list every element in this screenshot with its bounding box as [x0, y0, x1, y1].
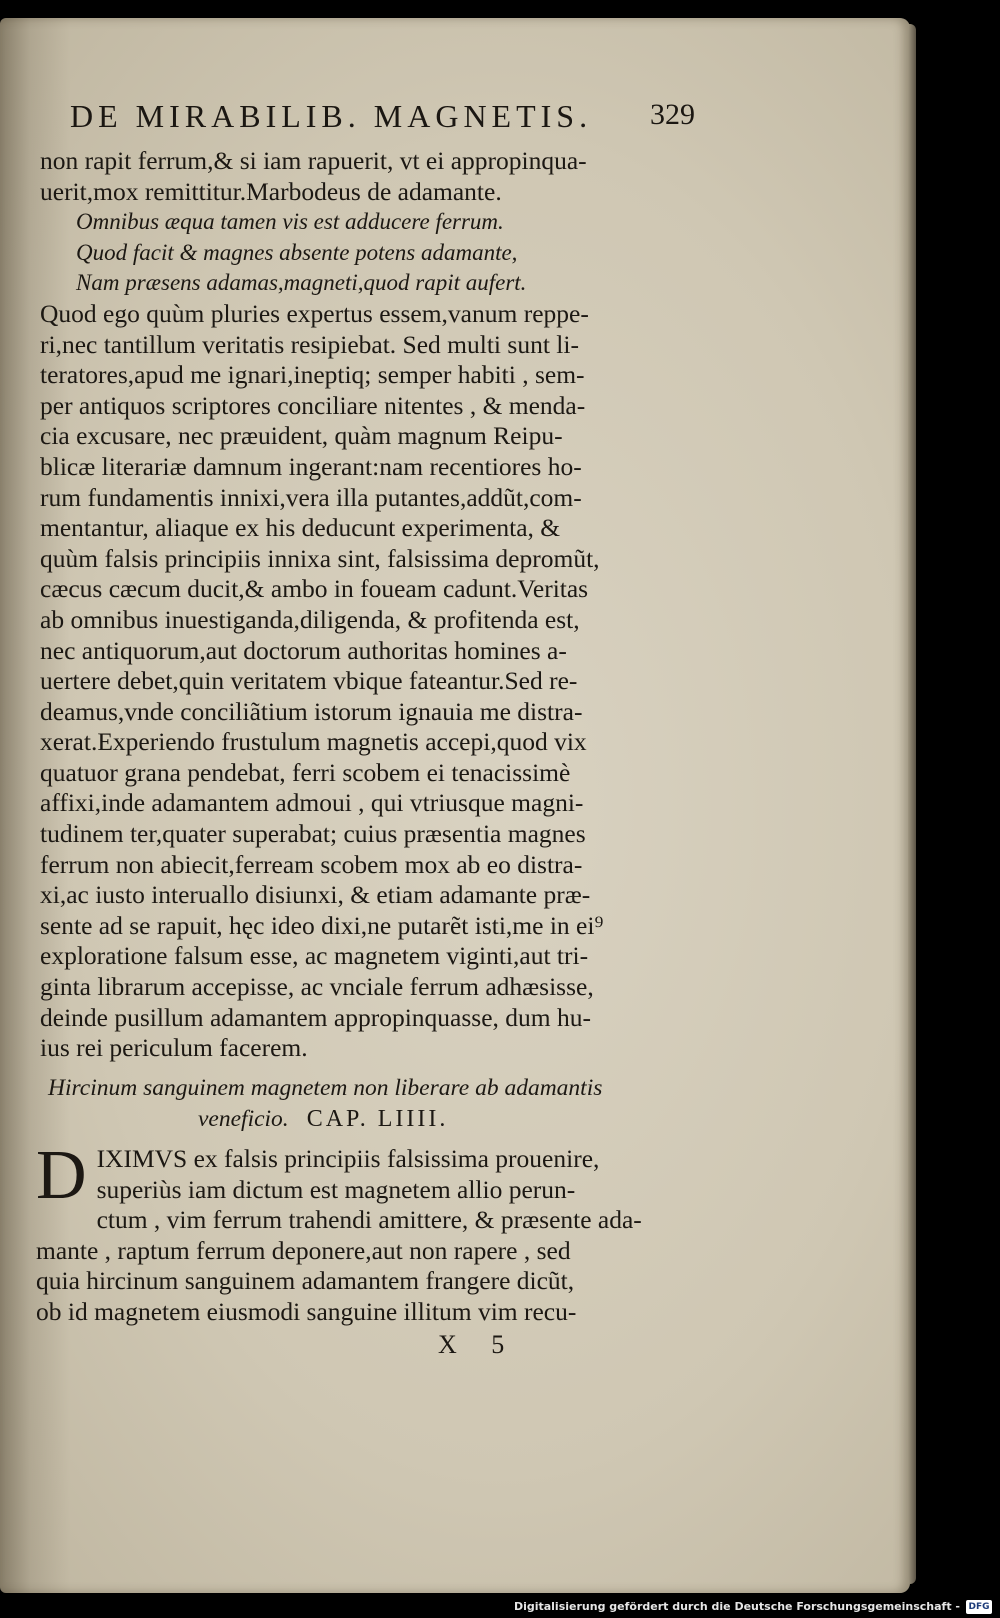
drop-cap: D: [36, 1137, 87, 1214]
chapter-number: CAP. LIIII.: [306, 1106, 449, 1132]
text-line: nec antiquorum,aut doctorum authoritas homines a-: [40, 635, 567, 665]
text-line: cia excusare, nec præuident, quàm magnum Reipu-: [40, 421, 563, 451]
verse-line: Quod facit & magnes absente potens adamante,: [76, 239, 518, 265]
text-line: teratores,apud me ignari,ineptiq; semper habiti , sem-: [40, 360, 585, 390]
text-line: ferrum non abiecit,ferream scobem mox ab eo distra-: [40, 849, 583, 879]
text-line: sente ad se rapuit, hęc ideo dixi,ne putarẽt isti,me in ei⁹: [40, 910, 604, 940]
text-line: ob id magnetem eiusmodi sanguine illitum vim recu-: [36, 1296, 577, 1326]
text-line: quia hircinum sanguinem adamantem frangere dicũt,: [36, 1266, 575, 1296]
main-text: [40, 146, 680, 1064]
page-header: [70, 98, 695, 142]
text-line: ginta librarum accepisse, ac vnciale ferrum adhæsisse,: [40, 972, 594, 1002]
text-line: quatuor grana pendebat, ferri scobem ei tenacissimè: [40, 757, 571, 787]
page-number: 329: [650, 98, 695, 131]
caption-line: veneficio.: [198, 1106, 289, 1132]
text-line: xi,ac iusto interuallo disiunxi, & etiam adamante præ-: [40, 880, 591, 910]
text-line: tudinem ter,quater superabat; cuius præsentia magnes: [40, 819, 586, 849]
text-line: deamus,vnde conciliãtium istorum ignauia me distra-: [40, 696, 583, 726]
dfg-logo-icon: DFG: [966, 1600, 992, 1614]
text-line: IXIMVS ex falsis principiis falsissima prouenire,: [96, 1144, 600, 1173]
verse-line: Omnibus æqua tamen vis est adducere ferrum.: [76, 209, 504, 235]
caption-line: Hircinum sanguinem magnetem non liberare ab adamantis: [48, 1075, 603, 1101]
text-line: blicæ literariæ damnum ingerant:nam recentiores ho-: [40, 451, 582, 481]
text-line: exploratione falsum esse, ac magnetem viginti,aut tri-: [40, 941, 589, 971]
running-head: DE MIRABILIB. MAGNETIS.: [70, 98, 593, 134]
text-line: per antiquos scriptores conciliare nitentes , & menda-: [40, 390, 586, 420]
text-line: ab omnibus inuestiganda,diligenda, & profitenda est,: [40, 604, 580, 634]
footer-bar: [0, 1598, 1000, 1618]
text-line: affixi,inde adamantem admoui , qui vtriusque magni-: [40, 788, 584, 818]
text-line: rum fundamentis innixi,vera illa putantes,addũt,com-: [40, 482, 582, 512]
text-line: cæcus cæcum ducit,& ambo in foueam cadunt.Veritas: [40, 574, 589, 604]
text-line: Quod ego quùm pluries expertus essem,vanum reppe-: [40, 298, 589, 328]
text-line: mante , raptum ferrum deponere,aut non rapere , sed: [36, 1235, 571, 1265]
chapter-caption: [48, 1073, 668, 1135]
text-line: quùm falsis principiis innixa sint, falsissima depromũt,: [40, 543, 600, 573]
verse-line: Nam præsens adamas,magneti,quod rapit aufert.: [76, 270, 527, 296]
text-line: ius rei periculum facerem.: [40, 1033, 308, 1063]
text-line: uertere debet,quin veritatem vbique fateantur.Sed re-: [40, 666, 578, 696]
text-line: ctum , vim ferrum trahendi amittere, & præsente ada-: [96, 1205, 642, 1235]
text-line: uerit,mox remittitur.Marbodeus de adamante.: [40, 176, 502, 206]
book-page: [0, 18, 910, 1593]
text-line: ri,nec tantillum veritatis resipiebat. Sed multi sunt li-: [40, 329, 579, 359]
text-line: superiùs iam dictum est magnetem allio perun-: [96, 1174, 576, 1204]
text-line: deinde pusillum adamantem appropinquasse, dum hu-: [40, 1002, 591, 1032]
text-line: mentantur, aliaque ex his deducunt experimenta, &: [40, 513, 561, 543]
chapter-text: [36, 1137, 676, 1327]
funding-credit: Digitalisierung gefördert durch die Deutsche Forschungsgemeinschaft -: [513, 1600, 960, 1613]
text-line: xerat.Experiendo frustulum magnetis accepi,quod vix: [40, 727, 587, 757]
signature-mark: X 5: [438, 1330, 519, 1359]
caption-line-2: [48, 1104, 668, 1135]
text-line: non rapit ferrum,& si iam rapuerit, vt ei appropinqua-: [40, 146, 587, 175]
